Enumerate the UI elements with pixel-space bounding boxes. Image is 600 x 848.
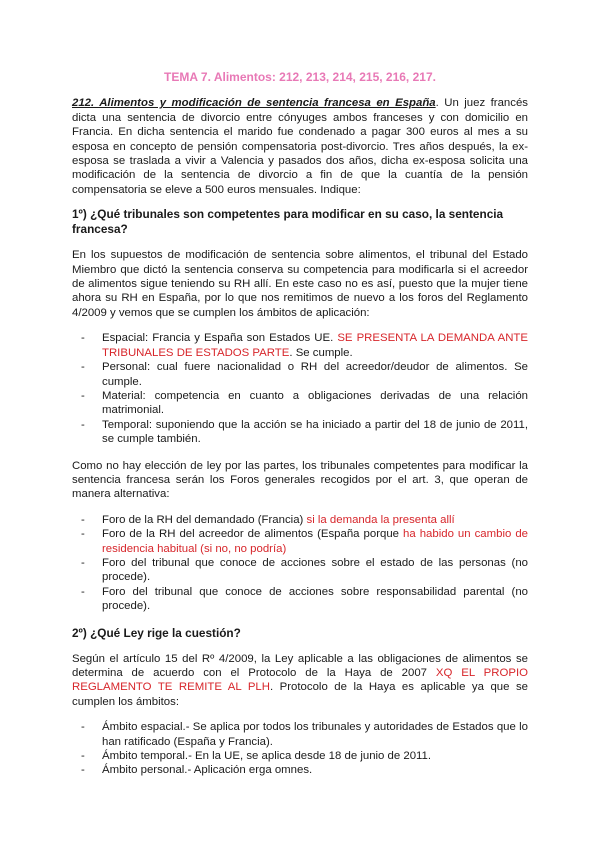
- list-item: [72, 763, 528, 777]
- q1-paragraph-2: Como no hay elección de ley por las partes, los tribunales competentes para modificar la sentencia francesa serán los Foros generales recogidos por el art. 3, que operan de manera alternativa:: [72, 459, 528, 501]
- list-item: [72, 418, 528, 447]
- list-item-highlight: si la demanda la presenta allí: [306, 513, 455, 526]
- list-item: [72, 513, 528, 527]
- list-item-text: . Se cumple.: [289, 346, 353, 359]
- paragraph-text: . Protocolo de la Haya es aplicable ya que se cumplen los ámbitos:: [72, 681, 528, 708]
- list-item: [72, 389, 528, 418]
- list-item-text: Personal: cual fuere nacionalidad o RH del acreedor/deudor de alimentos. Se cumple.: [102, 361, 528, 388]
- case-text: . Un juez francés dicta una sentencia de divorcio entre cónyuges ambos franceses y con domicilio en Francia. En dicha sentencia el marido fue condenado a pagar 300 euros al mes a su esposa en concepto de pensión compensatoria post-divorcio. Tres años después, la ex-esposa se traslada a vivir a Valencia y pasados dos años, dicha ex-esposa solicita una modificación de la sentencia de divorcio a fin de que la cuantía de la pensión compensatoria se eleve a 500 euros mensuales. Indique:: [72, 97, 528, 196]
- list-item-highlight: SE PRESENTA LA DEMANDA ANTE TRIBUNALES DE ESTADOS PARTE: [102, 332, 528, 359]
- list-item: [72, 749, 528, 763]
- list-item: [72, 331, 528, 360]
- list-item-text: Espacial: Francia y España son Estados UE.: [102, 332, 338, 345]
- list-item-text: Material: competencia en cuanto a obligaciones derivadas de una relación matrimonial.: [102, 389, 528, 417]
- list-item-text: Ámbito espacial.- Se aplica por todos los tribunales y autoridades de Estados que lo han ratificado (España y Francia).: [102, 721, 528, 748]
- document-page: [72, 70, 528, 790]
- list-item-text: Foro del tribunal que conoce de acciones sobre el estado de las personas (no procede).: [102, 556, 528, 584]
- q2-paragraph: [72, 652, 528, 710]
- list-item-highlight: ha habido un cambio de residencia habitual (si no, no podría): [102, 528, 529, 555]
- q1-forum-list: [72, 513, 528, 614]
- paragraph-text: Según el artículo 15 del Rº 4/2009, la Ley aplicable a las obligaciones de alimentos se determina de acuerdo con el Protocolo de la Haya de 2007: [72, 652, 528, 679]
- list-item: [72, 585, 528, 614]
- list-item: [72, 720, 528, 749]
- question-2-heading: 2º) ¿Qué Ley rige la cuestión?: [72, 625, 241, 640]
- intro-paragraph: [72, 96, 528, 197]
- question-1-heading: 1º) ¿Qué tribunales son competentes para modificar en su caso, la sentencia francesa?: [72, 207, 504, 237]
- list-item-text: Foro de la RH del acreedor de alimentos (España porque: [102, 528, 404, 541]
- list-item-text: Foro del tribunal que conoce de acciones sobre responsabilidad parental (no procede).: [102, 585, 528, 613]
- list-item: [72, 360, 528, 389]
- list-item-text: Ámbito temporal.- En la UE, se aplica desde 18 de junio de 2011.: [102, 750, 432, 763]
- q1-scope-list: [72, 331, 528, 446]
- q1-paragraph-1: En los supuestos de modificación de sentencia sobre alimentos, el tribunal del Estado Miembro que dictó la sentencia conserva su competencia para modificarla si el acreedor de alimentos sigue teniendo su RH allí. En este caso no es así, puesto que la mujer tiene ahora su RH en España, por lo que nos remitimos de nuevo a los foros del Reglamento 4/2009 y vemos que se cumplen los ámbitos de aplicación:: [72, 249, 528, 319]
- q2-scope-list: [72, 720, 528, 778]
- list-item: [72, 556, 528, 585]
- case-lead: 212. Alimentos y modificación de sentencia francesa en España: [72, 97, 436, 110]
- list-item: [72, 527, 528, 556]
- page-title: TEMA 7. Alimentos: 212, 213, 214, 215, 216, 217.: [164, 70, 436, 84]
- list-item-text: Temporal: suponiendo que la acción se ha iniciado a partir del 18 de junio de 2011, se cumple también.: [102, 418, 528, 446]
- list-item-text: Ámbito personal.- Aplicación erga omnes.: [102, 764, 313, 777]
- list-item-text: Foro de la RH del demandado (Francia): [102, 513, 307, 526]
- paragraph-highlight: XQ EL PROPIO REGLAMENTO TE REMITE AL PLH: [72, 667, 528, 694]
